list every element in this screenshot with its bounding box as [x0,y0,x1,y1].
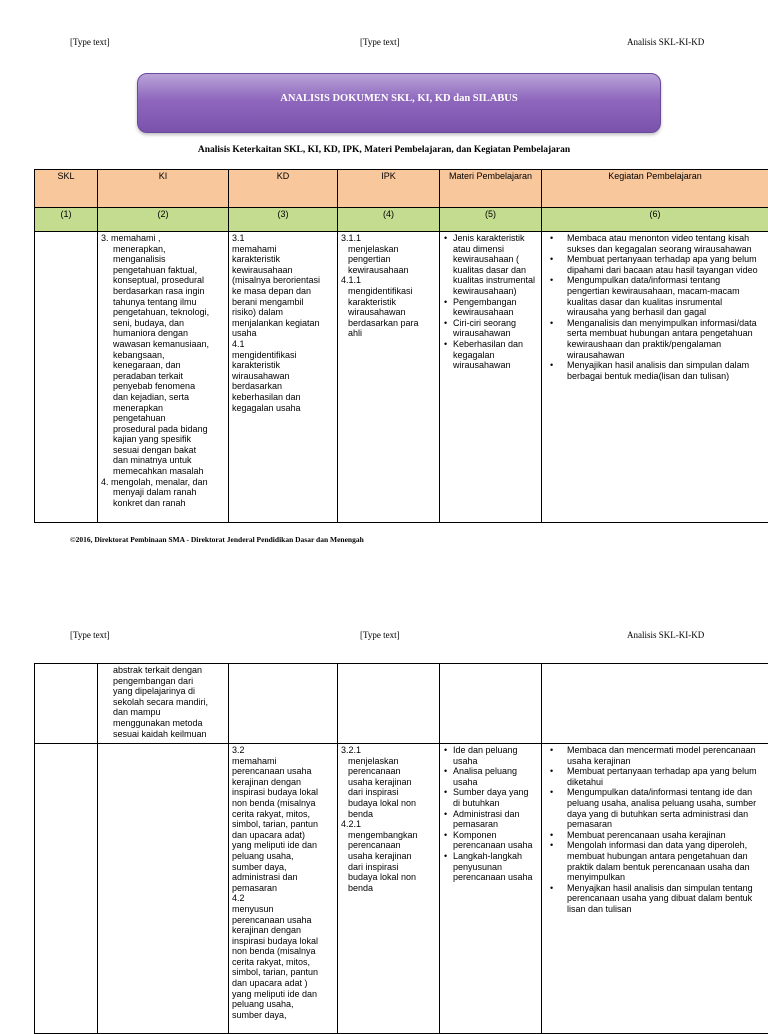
kd-line: 3.1 [232,233,334,244]
ki-line: 4. mengolah, menalar, dan [101,477,225,488]
kegiatan-item: • Mengumpulkan data/informasi tentang ide dan peluang usaha, analisa peluang usaha, sumber daya yang di butuhkan serta administrasi dan pemasaran [567,787,765,829]
kd-line: non benda (misalnya [232,798,334,809]
ki-line: sesuai dengan bakat [113,445,225,456]
ki-line: menganalisis [113,254,225,265]
ki-line: pengetahuan faktual, [113,265,225,276]
kd-line: wirausahawan [232,371,334,382]
kd-line: risiko) dalam [232,307,334,318]
ki-line: 3. memahami , [101,233,225,244]
kd-line: cerita rakyat, mitos, [232,957,334,968]
kd-line: 3.2 [232,745,334,756]
kd-line: simbol, tarian, pantun [232,819,334,830]
cell-kegiatan [542,744,768,1034]
number-2: (2) [98,208,229,232]
kd-line: dan upacara adat) [232,830,334,841]
ki-line: wawasan kemanusiaan, [113,339,225,350]
ki-line: memecahkan masalah [113,466,225,477]
ipk-line: benda [348,809,436,820]
ipk-line: pengertian [348,254,436,265]
number-3: (3) [229,208,338,232]
cell-skl [35,744,98,1034]
ipk-line: usaha kerajinan [348,851,436,862]
cell-materi [440,232,542,523]
header-right: Analisis SKL-KI-KD [627,37,704,47]
header-center: [Type text] [360,630,400,640]
ipk-line: dari inspirasi [348,862,436,873]
kegiatan-item: • Mengolah informasi dan data yang diperoleh, membuat hubungan antara pengetahuan dan praktik dalam bentuk perencanaan usaha dan menyimpulkan [567,840,765,882]
ki-line: yang dipelajarinya di [113,686,225,697]
cell-ipk [338,664,440,744]
kd-line: keberhasilan dan [232,392,334,403]
kd-line: administrasi dan [232,872,334,883]
ipk-line: menjelaskan [348,756,436,767]
materi-item: • Jenis karakteristik atau dimensi kewirausahaan ( kualitas dasar dan kualitas instrumental kewirausahaan) [453,233,538,297]
kegiatan-item: • Mengumpulkan data/informasi tentang pengertian kewirausahaan, macam-macam kualitas dasar dan kualitas insrumental wirausaha yang berhasil dan gagal [567,275,765,317]
analysis-table [34,169,768,523]
kegiatan-item: • Membuat pertanyaan terhadap apa yang belum diketahui [567,766,765,787]
ki-line: abstrak terkait dengan [113,665,225,676]
kegiatan-item: • Menyajkan hasil analisis dan simpulan tentang perencanaan usaha yang dibuat dalam bentuk lisan dan tulisan [567,883,765,915]
ipk-line: ahli [348,328,436,339]
kd-line: sumber daya, [232,862,334,873]
header-row [35,170,768,208]
ipk-line: mengembangkan [348,830,436,841]
kd-line: kerajinan dengan [232,925,334,936]
kd-line: simbol, tarian, pantun [232,967,334,978]
materi-item: • Komponen perencanaan usaha [453,830,538,851]
header-ipk: IPK [338,170,440,208]
number-5: (5) [440,208,542,232]
ipk-line: 3.1.1 [341,233,436,244]
ipk-line: perencanaan [348,840,436,851]
ipk-line: mengidentifikasi [348,286,436,297]
header-right: Analisis SKL-KI-KD [627,630,704,640]
kd-line: usaha [232,328,334,339]
ki-line: pengembangan dari [113,676,225,687]
header-left: [Type text] [70,630,110,640]
header-materi: Materi Pembelajaran [440,170,542,208]
kd-line: perencanaan usaha [232,915,334,926]
ipk-line: perencanaan [348,766,436,777]
ki-line: kebangsaan, [113,350,225,361]
kd-line: dan upacara adat ) [232,978,334,989]
cell-kd [229,232,338,523]
kd-line: peluang usaha, [232,999,334,1010]
ki-line: dan minatnya untuk [113,455,225,466]
cell-materi [440,744,542,1034]
ki-line: tahunya tentang ilmu [113,297,225,308]
kegiatan-item: • Menganalisis dan menyimpulkan informasi/data serta membuat hubungan antara pengetahuan kewiraushaan dan praktik/pengalaman wirausahawan [567,318,765,360]
header-skl: SKL [35,170,98,208]
kegiatan-item: • Membaca atau menonton video tentang kisah sukses dan kegagalan seorang wirausahawan [567,233,765,254]
kd-line: memahami [232,244,334,255]
ki-line: pengetahuan [113,413,225,424]
number-6: (6) [542,208,768,232]
materi-item: • Pengembangan kewirausahaan [453,297,538,318]
kegiatan-item: • Membuat perencanaan usaha kerajinan [567,830,765,841]
ki-line: sesuai kaidah keilmuan [113,729,225,740]
cell-ki [98,232,229,523]
kd-line: karakteristik [232,360,334,371]
kd-line: pemasaran [232,883,334,894]
ki-line: kajian yang spesifik [113,434,225,445]
materi-item: • Langkah-langkah penyusunan perencanaan usaha [453,851,538,883]
ipk-line: benda [348,883,436,894]
kd-line: perencanaan usaha [232,766,334,777]
ipk-line: menjelaskan [348,244,436,255]
ipk-line: 3.2.1 [341,745,436,756]
title-banner [137,73,661,133]
ki-line: menerapkan [113,403,225,414]
ipk-line: 4.2.1 [341,819,436,830]
kd-line: kegagalan usaha [232,403,334,414]
kd-line: peluang usaha, [232,851,334,862]
ki-line: prosedural pada bidang [113,424,225,435]
number-1: (1) [35,208,98,232]
kegiatan-item: • Membaca dan mencermati model perencanaan usaha kerajinan [567,745,765,766]
ki-line: menggunakan metoda [113,718,225,729]
cell-ki [98,664,229,744]
kd-line: memahami [232,756,334,767]
kd-line: cerita rakyat, mitos, [232,809,334,820]
kd-line: 4.1 [232,339,334,350]
materi-item: • Ciri-ciri seorang wirausahawan [453,318,538,339]
cell-skl [35,664,98,744]
ki-line: menerapkan, [113,244,225,255]
ki-line: peradaban terkait [113,371,225,382]
kd-line: yang meliputi ide dan [232,840,334,851]
ki-line: humaniora dengan [113,328,225,339]
ipk-line: 4.1.1 [341,275,436,286]
kd-line: sumber daya, [232,1010,334,1021]
ki-line: dan kejadian, serta [113,392,225,403]
kd-line: kewirausahaan [232,265,334,276]
cell-ki [98,744,229,1034]
number-row [35,208,768,232]
ki-line: berdasarkan rasa ingin [113,286,225,297]
kegiatan-item: • Menyajikan hasil analisis dan simpulan dalam berbagai bentuk media(lisan dan tulisan) [567,360,765,381]
ipk-line: budaya lokal non [348,798,436,809]
kd-line: mengidentifikasi [232,350,334,361]
table-row [35,232,768,523]
materi-item: • Analisa peluang usaha [453,766,538,787]
kd-line: ke masa depan dan [232,286,334,297]
cell-ipk [338,232,440,523]
cell-kegiatan [542,664,768,744]
cell-kd [229,744,338,1034]
kd-line: berani mengambil [232,297,334,308]
ki-line: konkret dan ranah [113,498,225,509]
kd-line: inspirasi budaya lokal [232,787,334,798]
number-4: (4) [338,208,440,232]
ki-line: dan mampu [113,707,225,718]
kd-line: 4.2 [232,893,334,904]
ki-line: konseptual, prosedural [113,275,225,286]
cell-materi [440,664,542,744]
header-kegiatan: Kegiatan Pembelajaran [542,170,768,208]
kegiatan-item: • Membuat pertanyaan terhadap apa yang belum dipahami dari bacaan atau hasil tayangan video [567,254,765,275]
kd-line: karakteristik [232,254,334,265]
materi-item: • Ide dan peluang usaha [453,745,538,766]
cell-kd [229,664,338,744]
table-subtitle: Analisis Keterkaitan SKL, KI, KD, IPK, Materi Pembelajaran, dan Kegiatan Pembelajaran [0,145,768,155]
kd-line: menyusun [232,904,334,915]
kd-line: non benda (misalnya [232,946,334,957]
header-ki: KI [98,170,229,208]
table-row [35,664,768,744]
ipk-line: dari inspirasi [348,787,436,798]
cell-ipk [338,744,440,1034]
kd-line: menjalankan kegiatan [232,318,334,329]
ipk-line: kewirausahaan [348,265,436,276]
ki-line: penyebab fenomena [113,381,225,392]
ipk-line: berdasarkan para [348,318,436,329]
ipk-line: usaha kerajinan [348,777,436,788]
materi-item: • Administrasi dan pemasaran [453,809,538,830]
banner-title: ANALISIS DOKUMEN SKL, KI, KD dan SILABUS [280,93,517,104]
ipk-line: karakteristik [348,297,436,308]
kd-line: kerajinan dengan [232,777,334,788]
cell-kegiatan [542,232,768,523]
materi-item: • Sumber daya yang di butuhkan [453,787,538,808]
kd-line: (misalnya berorientasi [232,275,334,286]
ki-line: seni, budaya, dan [113,318,225,329]
kd-line: yang meliputi ide dan [232,989,334,1000]
footer-copyright: ©2016, Direktorat Pembinaan SMA - Direktorat Jenderal Pendidikan Dasar dan Menengah [70,535,364,544]
table-row [35,744,768,1034]
ki-line: menyaji dalam ranah [113,487,225,498]
ipk-line: budaya lokal non [348,872,436,883]
header-kd: KD [229,170,338,208]
ipk-line: wirausahawan [348,307,436,318]
kd-line: berdasarkan [232,381,334,392]
kd-line: inspirasi budaya lokal [232,936,334,947]
ki-line: sekolah secara mandiri, [113,697,225,708]
cell-skl [35,232,98,523]
header-left: [Type text] [70,37,110,47]
ki-line: kenegaraan, dan [113,360,225,371]
header-center: [Type text] [360,37,400,47]
analysis-table-continued [34,663,768,1034]
materi-item: • Keberhasilan dan kegagalan wirausahawan [453,339,538,371]
ki-line: pengetahuan, teknologi, [113,307,225,318]
